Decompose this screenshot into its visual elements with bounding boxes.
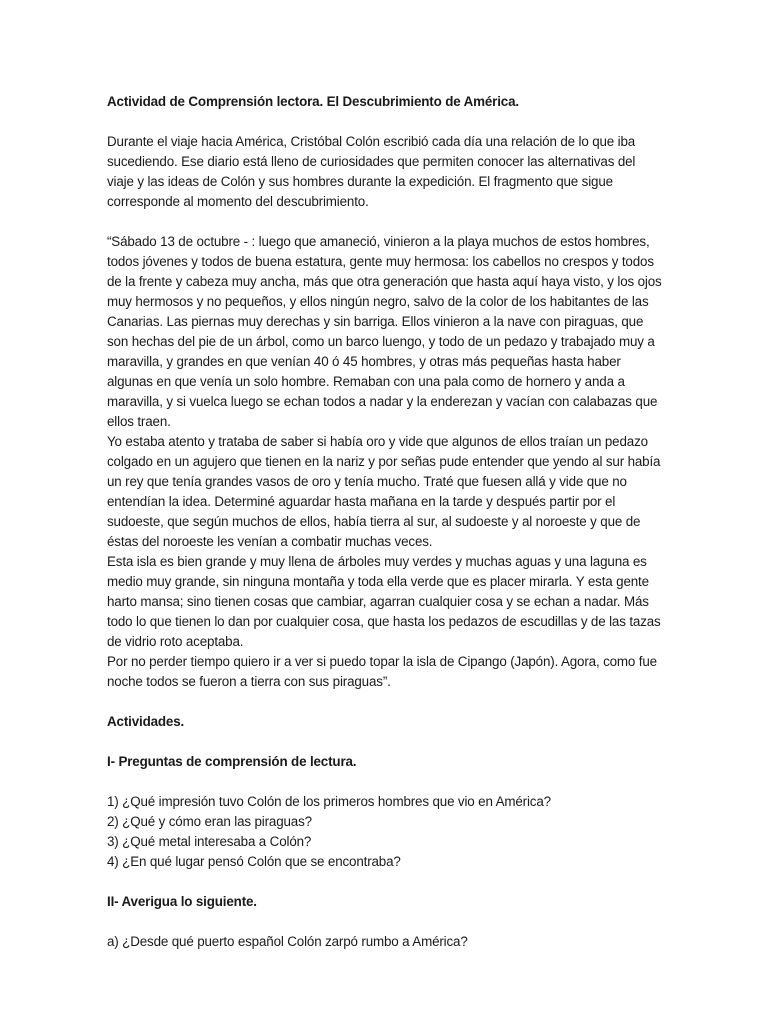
- section2-question-list: [107, 932, 663, 952]
- intro-paragraph: Durante el viaje hacia América, Cristóbal Colón escribió cada día una relación de lo que iba sucediendo. Ese diario está lleno de curiosidades que permiten conocer las alternativas del viaje y las ideas de Colón y sus hombres durante la expedición. El fragmento que sigue corresponde al momento del descubrimiento.: [107, 134, 636, 209]
- activities-heading: Actividades.: [107, 714, 185, 729]
- question-1: 1) ¿Qué impresión tuvo Colón de los primeros hombres que vio en América?: [107, 794, 551, 809]
- section1-heading: I- Preguntas de comprensión de lectura.: [107, 754, 357, 769]
- excerpt-paragraph-3: Esta isla es bien grande y muy llena de árboles muy verdes y muchas aguas y una laguna es medio muy grande, sin ninguna montaña y toda ella verde que es placer mirarla. Y esta gente harto mansa; sino tienen cosas que cambiar, agarran cualquier cosa y se echan a nadar. Más todo lo que tienen lo dan por cualquier cosa, que hasta los pedazos de escudillas y de las tazas de vidrio roto aceptaba.: [107, 554, 661, 649]
- section2-heading: II- Averigua lo siguiente.: [107, 894, 257, 909]
- question-4: 4) ¿En qué lugar pensó Colón que se encontraba?: [107, 854, 401, 869]
- excerpt-paragraph-1: “Sábado 13 de octubre - : luego que amaneció, vinieron a la playa muchos de estos hombres, todos jóvenes y todos de buena estatura, gente muy hermosa: los cabellos no crespos y todos de la frente y cabeza muy ancha, más que otra generación que hasta aquí haya visto, y los ojos muy hermosos y no pequeños, y ellos ningún negro, salvo de la color de los habitantes de las Canarias. Las piernas muy derechas y sin barriga. Ellos vinieron a la nave con piraguas, que son hechas del pie de un árbol, como un barco luengo, y todo de un pedazo y trabajado muy a maravilla, y grandes en que venían 40 ó 45 hombres, y otras más pequeñas hasta haber algunas en que venía un solo hombre. Remaban con una pala como de hornero y anda a maravilla, y si vuelca luego se echan todos a nadar y la enderezan y vacían con calabazas que ellos traen.: [107, 234, 662, 429]
- document-page: [107, 92, 663, 952]
- document-title: Actividad de Comprensión lectora. El Descubrimiento de América.: [107, 94, 519, 109]
- question-a: a) ¿Desde qué puerto español Colón zarpó rumbo a América?: [107, 934, 468, 949]
- question-2: 2) ¿Qué y cómo eran las piraguas?: [107, 814, 312, 829]
- excerpt-paragraph-4: Por no perder tiempo quiero ir a ver si puedo topar la isla de Cipango (Japón). Agora, como fue noche todos se fueron a tierra con sus piraguas”.: [107, 654, 657, 689]
- question-3: 3) ¿Qué metal interesaba a Colón?: [107, 834, 312, 849]
- section1-question-list: [107, 792, 663, 872]
- excerpt-paragraph-2: Yo estaba atento y trataba de saber si había oro y vide que algunos de ellos traían un pedazo colgado en un agujero que tienen en la nariz y por señas pude entender que yendo al sur había un rey que tenía grandes vasos de oro y tenía mucho. Traté que fuesen allá y vide que no entendían la idea. Determiné aguardar hasta mañana en la tarde y después partir por el sudoeste, que según muchos de ellos, había tierra al sur, al sudoeste y al noroeste y que de éstas del noroeste les venían a combatir muchas veces.: [107, 434, 661, 549]
